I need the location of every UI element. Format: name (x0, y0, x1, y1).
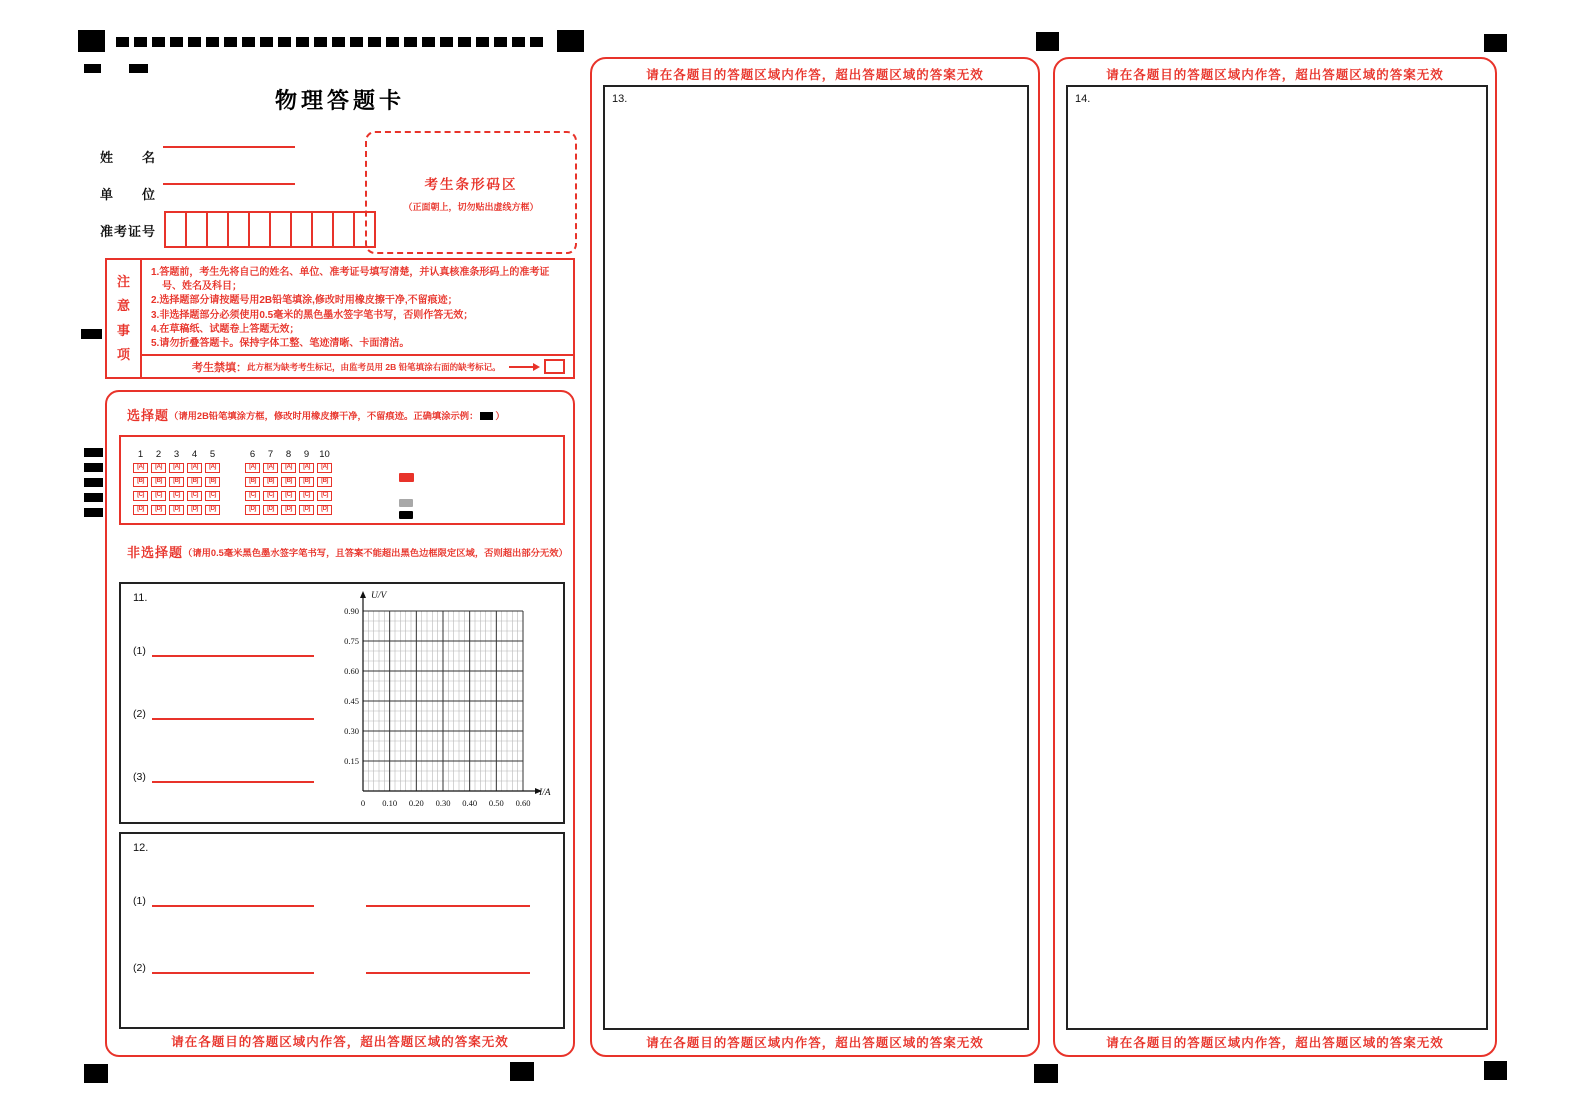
choice-bubble-box (119, 435, 565, 525)
answer-bubble-7B[interactable]: [B] (263, 477, 278, 487)
subjective-section-title: 非选择题 (127, 545, 184, 560)
spacer (314, 894, 366, 907)
notice-items (142, 260, 573, 354)
part-label: (1) (133, 645, 146, 657)
exam-number-cell[interactable] (227, 211, 250, 248)
answer-bubble-4D[interactable]: [D] (187, 505, 202, 515)
answer-bubble-2A[interactable]: [A] (151, 463, 166, 473)
answer-bubble-9B[interactable]: [B] (299, 477, 314, 487)
answer-bubble-8B[interactable]: [B] (281, 477, 296, 487)
answer-bubble-8C[interactable]: [C] (281, 491, 296, 501)
notice-item: 4.在草稿纸、试题卷上答题无效； (151, 323, 300, 335)
answer-bubble-10B[interactable]: [B] (317, 477, 332, 487)
answer-bubble-10C[interactable]: [C] (317, 491, 332, 501)
svg-text:0.15: 0.15 (344, 756, 359, 766)
answer-part-row (133, 768, 314, 783)
svg-text:0.20: 0.20 (408, 798, 424, 808)
question-12-number: 12. (133, 842, 149, 854)
part-label: (2) (133, 962, 146, 974)
question-number: 6 (249, 449, 256, 460)
answer-bubble-3A[interactable]: [A] (169, 463, 184, 473)
question-13-number: 13. (612, 93, 628, 105)
answer-bubble-6D[interactable]: [D] (245, 505, 260, 515)
timing-mark (332, 37, 345, 47)
registration-mark (557, 30, 584, 52)
svg-text:0.60: 0.60 (515, 798, 531, 808)
notice-side-char: 意 (116, 298, 130, 314)
answer-part-row (133, 642, 314, 657)
question-number: 5 (209, 449, 216, 460)
name-blank[interactable] (163, 146, 295, 148)
answer-bubble-1A[interactable]: [A] (133, 463, 148, 473)
notice-side-char: 注 (116, 274, 130, 290)
timing-mark-row (116, 37, 550, 47)
question-13-column (590, 57, 1040, 1057)
part-label: (1) (133, 895, 146, 907)
answer-bubble-9A[interactable]: [A] (299, 463, 314, 473)
timing-mark (188, 37, 201, 47)
answer-bubble-6A[interactable]: [A] (245, 463, 260, 473)
answer-bubble-8A[interactable]: [A] (281, 463, 296, 473)
exam-number-cell[interactable] (332, 211, 355, 248)
svg-text:0: 0 (360, 798, 366, 808)
exam-number-cell[interactable] (248, 211, 271, 248)
registration-mark (84, 508, 103, 517)
answer-blank[interactable] (366, 892, 530, 907)
timing-mark (314, 37, 327, 47)
question-12-box[interactable] (119, 832, 565, 1029)
registration-mark (84, 493, 103, 502)
svg-text:U/V: U/V (371, 591, 387, 601)
exam-number-cell[interactable] (269, 211, 292, 248)
left-answer-column (105, 390, 575, 1057)
answer-bubble-6C[interactable]: [C] (245, 491, 260, 501)
answer-blank[interactable] (152, 705, 314, 720)
question-number: 7 (267, 449, 274, 460)
registration-mark (84, 64, 101, 73)
notice-item: 3.非选择题部分必须使用0.5毫米的黑色墨水签字笔书写，否则作答无效； (151, 309, 474, 321)
timing-mark (350, 37, 363, 47)
timing-mark (278, 37, 291, 47)
timing-mark (368, 37, 381, 47)
answer-bubble-3C[interactable]: [C] (169, 491, 184, 501)
absent-mark-row (142, 354, 573, 377)
question-14-column (1053, 57, 1497, 1057)
answer-bubble-5C[interactable]: [C] (205, 491, 220, 501)
answer-bubble-2D[interactable]: [D] (151, 505, 166, 515)
exam-number-cell[interactable] (206, 211, 229, 248)
answer-bubble-4B[interactable]: [B] (187, 477, 202, 487)
svg-text:I/A: I/A (539, 788, 551, 798)
registration-mark (84, 1064, 108, 1083)
svg-text:0.75: 0.75 (344, 636, 359, 646)
barcode-area-title: 考生条形码区 (424, 176, 518, 192)
registration-mark (84, 463, 103, 472)
page-title: 物理答题卡 (274, 88, 405, 113)
registration-mark (78, 30, 105, 52)
question-number: 2 (155, 449, 162, 460)
exam-number-cell[interactable] (311, 211, 334, 248)
registration-mark (84, 448, 103, 457)
registration-mark (1036, 32, 1059, 51)
answer-part-row (133, 959, 530, 974)
subjective-section-title-row (127, 542, 568, 561)
registration-mark (510, 1062, 534, 1081)
red-fill-example (399, 473, 414, 482)
answer-bubble-2C[interactable]: [C] (151, 491, 166, 501)
answer-bubble-7C[interactable]: [C] (263, 491, 278, 501)
notice-side-char: 项 (116, 346, 130, 362)
answer-part-row (133, 705, 314, 720)
question-number: 10 (319, 449, 330, 460)
timing-mark (152, 37, 165, 47)
timing-mark (170, 37, 183, 47)
svg-text:0.10: 0.10 (382, 798, 398, 808)
timing-mark (134, 37, 147, 47)
choice-section-title-row (127, 405, 505, 424)
barcode-area-subtitle: （正面朝上，切勿贴出虚线方框） (403, 201, 539, 212)
timing-mark (116, 37, 129, 47)
question-11-number: 11. (133, 592, 148, 604)
answer-bubble-7A[interactable]: [A] (263, 463, 278, 473)
notice-item: 2.选择题部分请按题号用2B铅笔填涂,修改时用橡皮擦干净,不留痕迹； (151, 295, 458, 307)
exam-number-cell[interactable] (290, 211, 313, 248)
exam-number-cell[interactable] (185, 211, 208, 248)
answer-blank[interactable] (366, 959, 530, 974)
timing-mark (260, 37, 273, 47)
answer-bubble-8D[interactable]: [D] (281, 505, 296, 515)
timing-mark (422, 37, 435, 47)
timing-mark (440, 37, 453, 47)
answer-bubble-9D[interactable]: [D] (299, 505, 314, 515)
timing-mark (512, 37, 525, 47)
answer-blank[interactable] (152, 768, 314, 783)
spacer (314, 961, 366, 974)
timing-mark (530, 37, 543, 47)
question-14-number: 14. (1075, 93, 1091, 105)
registration-mark (129, 64, 148, 73)
timing-mark (242, 37, 255, 47)
absent-mark-text: 此方框为缺考考生标记，由监考员用 2B 铅笔填涂右面的缺考标记。 (247, 361, 501, 372)
registration-mark (81, 329, 102, 339)
answer-bubble-10D[interactable]: [D] (317, 505, 332, 515)
question-13-answer-area[interactable] (603, 85, 1029, 1030)
timing-mark (458, 37, 471, 47)
notice-side-char: 事 (116, 322, 130, 338)
question-number: 1 (137, 449, 144, 460)
svg-text:0.50: 0.50 (488, 798, 504, 808)
timing-mark (206, 37, 219, 47)
part-label: (3) (133, 771, 146, 783)
answer-part-row (133, 892, 530, 907)
timing-mark (224, 37, 237, 47)
barcode-area (365, 131, 577, 254)
answer-blank[interactable] (152, 642, 314, 657)
uv-ia-graph[interactable] (333, 586, 563, 826)
answer-bubble-1C[interactable]: [C] (133, 491, 148, 501)
answer-bubble-10A[interactable]: [A] (317, 463, 332, 473)
svg-text:0.45: 0.45 (344, 696, 359, 706)
region-warning-footer: 请在各题目的答题区域内作答，超出答题区域的答案无效 (1106, 1036, 1444, 1050)
svg-text:0.90: 0.90 (344, 606, 359, 616)
choice-section-instruction: （请用2B铅笔填涂方框，修改时用橡皮擦干净，不留痕迹。正确填涂示例： ） (169, 410, 505, 421)
unit-blank[interactable] (163, 183, 295, 185)
subjective-section-instruction: （请用0.5毫米黑色墨水签字笔书写，且答案不能超出黑色边框限定区域，否则超出部分无效） (183, 547, 568, 558)
exam-number-cell[interactable] (164, 211, 187, 248)
answer-bubble-4C[interactable]: [C] (187, 491, 202, 501)
region-warning-footer: 请在各题目的答题区域内作答，超出答题区域的答案无效 (171, 1035, 509, 1049)
answer-bubble-5A[interactable]: [A] (205, 463, 220, 473)
question-number: 9 (303, 449, 310, 460)
correct-fill-example-icon (480, 412, 493, 420)
svg-text:0.30: 0.30 (435, 798, 451, 808)
registration-mark (84, 478, 103, 487)
question-11-box[interactable] (119, 582, 565, 824)
choice-bubble-grid (133, 449, 335, 519)
bubble-group (245, 449, 335, 519)
answer-bubble-1B[interactable]: [B] (133, 477, 148, 487)
question-number: 3 (173, 449, 180, 460)
unit-label: 单 位 (100, 187, 157, 202)
timing-mark (386, 37, 399, 47)
arrow-right-icon (509, 366, 539, 368)
answer-blank[interactable] (152, 892, 314, 907)
svg-text:0.40: 0.40 (462, 798, 478, 808)
exam-number-label: 准考证号 (100, 224, 157, 239)
choice-section-title: 选择题 (127, 408, 170, 423)
answer-blank[interactable] (152, 959, 314, 974)
timing-mark (296, 37, 309, 47)
notice-box (105, 258, 575, 379)
answer-bubble-9C[interactable]: [C] (299, 491, 314, 501)
svg-text:0.30: 0.30 (344, 726, 359, 736)
notice-item: 1.答题前，考生先将自己的姓名、单位、准考证号填写清楚，并认真核准条形码上的准考证号、姓名及科目； (151, 267, 550, 293)
registration-mark (1484, 34, 1507, 52)
region-warning-header: 请在各题目的答题区域内作答，超出答题区域的答案无效 (1106, 68, 1444, 82)
timing-mark (494, 37, 507, 47)
gray-fill-example (399, 499, 413, 507)
answer-bubble-5B[interactable]: [B] (205, 477, 220, 487)
registration-mark (1484, 1061, 1507, 1080)
question-number: 8 (285, 449, 292, 460)
notice-main (142, 260, 573, 377)
question-14-answer-area[interactable] (1066, 85, 1488, 1030)
answer-bubble-2B[interactable]: [B] (151, 477, 166, 487)
answer-bubble-7D[interactable]: [D] (263, 505, 278, 515)
notice-item: 5.请勿折叠答题卡。保持字体工整、笔迹清晰、卡面清洁。 (151, 337, 410, 349)
black-fill-example (399, 511, 413, 519)
region-warning-header: 请在各题目的答题区域内作答，超出答题区域的答案无效 (646, 68, 984, 82)
part-label: (2) (133, 708, 146, 720)
bubble-group (133, 449, 223, 519)
answer-bubble-4A[interactable]: [A] (187, 463, 202, 473)
answer-bubble-1D[interactable]: [D] (133, 505, 148, 515)
answer-bubble-5D[interactable]: [D] (205, 505, 220, 515)
absent-mark-label: 考生禁填： (192, 361, 247, 374)
svg-text:0.60: 0.60 (344, 666, 359, 676)
notice-side-label (107, 260, 142, 377)
registration-mark (1034, 1064, 1058, 1083)
region-warning-footer: 请在各题目的答题区域内作答，超出答题区域的答案无效 (646, 1036, 984, 1050)
absent-mark-box[interactable] (544, 359, 565, 374)
question-number: 4 (191, 449, 198, 460)
timing-mark (476, 37, 489, 47)
answer-bubble-3B[interactable]: [B] (169, 477, 184, 487)
timing-mark (404, 37, 417, 47)
answer-bubble-3D[interactable]: [D] (169, 505, 184, 515)
name-label: 姓 名 (100, 150, 157, 165)
answer-bubble-6B[interactable]: [B] (245, 477, 260, 487)
exam-number-cells (164, 211, 376, 248)
